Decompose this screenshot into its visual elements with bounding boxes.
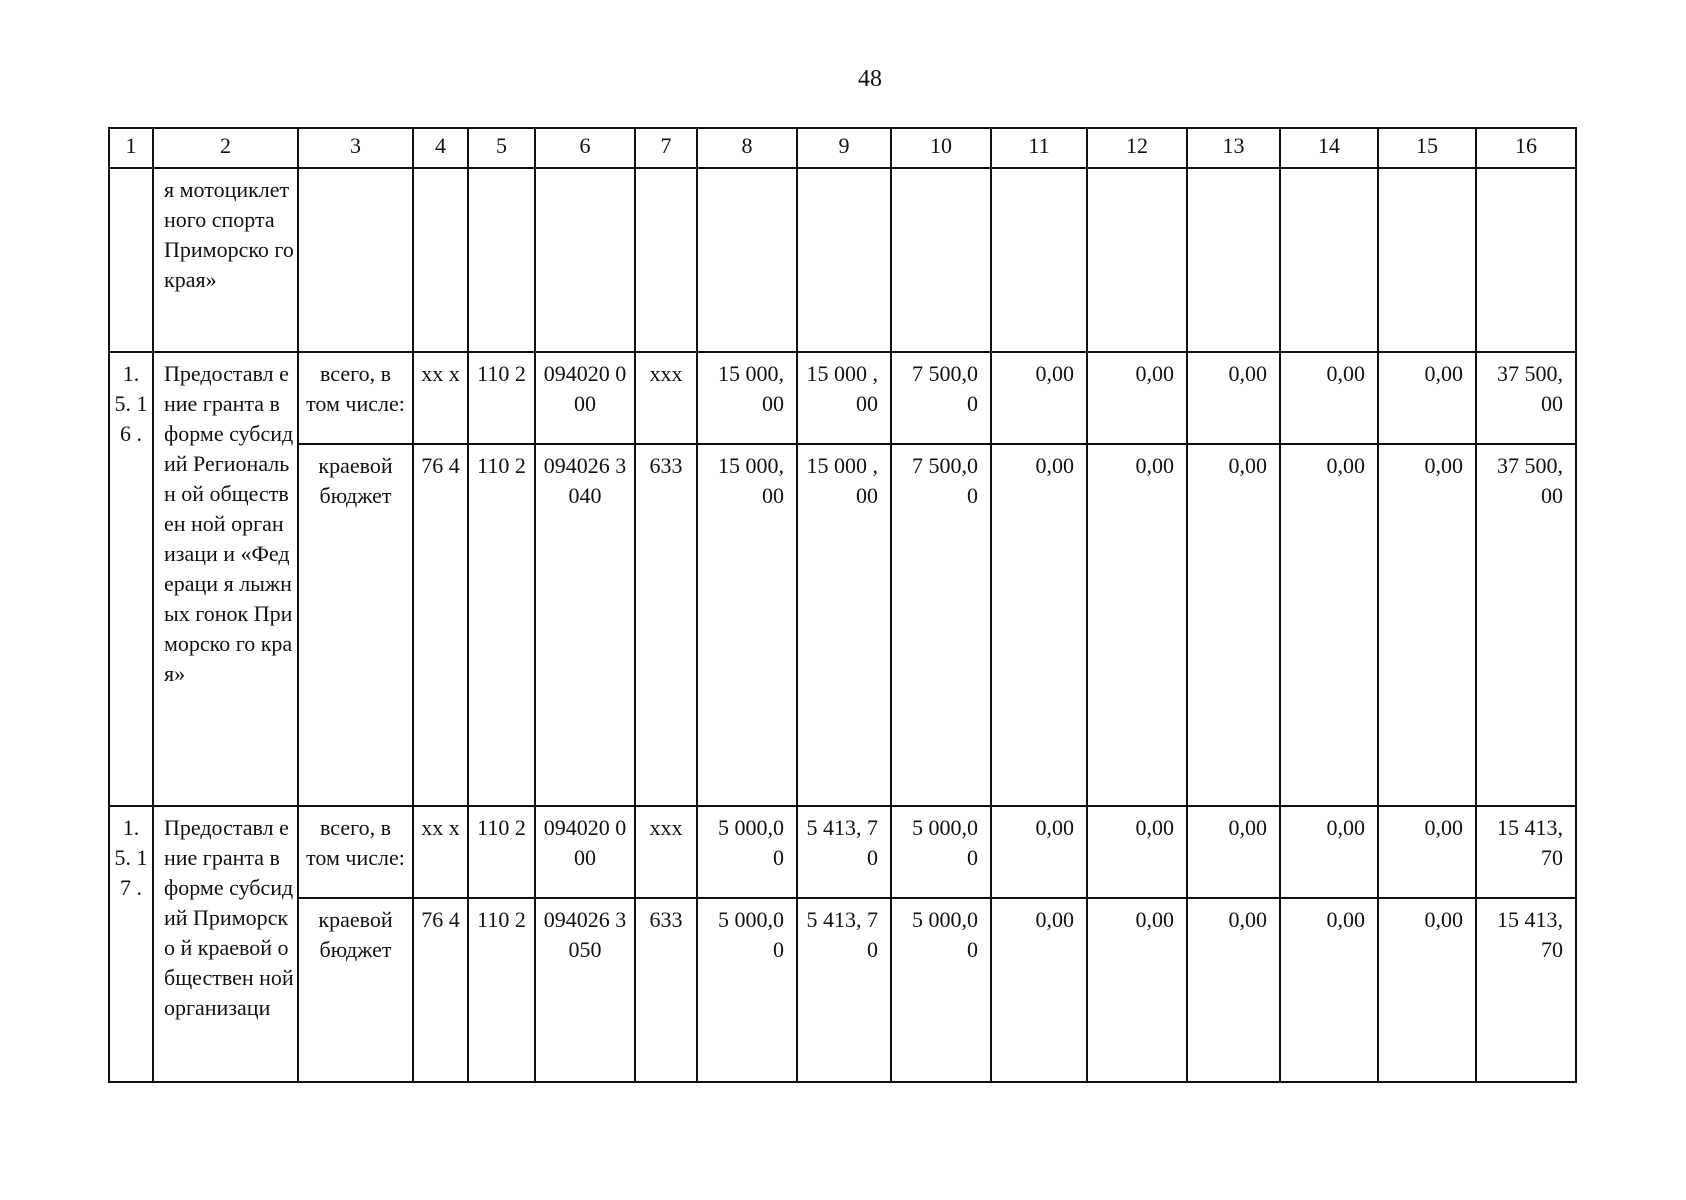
table-cell: хх х	[413, 352, 468, 444]
table-cell: 0,00	[1378, 352, 1476, 444]
table-cell: 0,00	[1378, 806, 1476, 898]
table-cell: 0,00	[1087, 898, 1187, 1082]
table-cell: ххх	[635, 806, 697, 898]
table-cell: 0,00	[991, 352, 1087, 444]
header-cell: 1	[109, 128, 153, 168]
table-cell	[797, 168, 891, 352]
table-cell: 094026 3050	[535, 898, 635, 1082]
header-cell: 2	[153, 128, 298, 168]
header-cell: 13	[1187, 128, 1280, 168]
table-cell: 15 413, 70	[1476, 806, 1576, 898]
header-cell: 3	[298, 128, 413, 168]
table-cell: 0,00	[1280, 352, 1378, 444]
table-cell: 0,00	[1280, 806, 1378, 898]
table-cell: 5 000,0 0	[891, 898, 991, 1082]
table-cell: 0,00	[1378, 898, 1476, 1082]
table-cell: 0,00	[1187, 352, 1280, 444]
table-cell: 094026 3040	[535, 444, 635, 806]
header-cell: 16	[1476, 128, 1576, 168]
table-cell: 0,00	[1280, 898, 1378, 1082]
table-cell	[1280, 168, 1378, 352]
table-cell	[109, 168, 153, 352]
table-cell	[991, 168, 1087, 352]
header-cell: 10	[891, 128, 991, 168]
table-row	[109, 444, 1576, 806]
table-cell	[1187, 168, 1280, 352]
table-cell	[1476, 168, 1576, 352]
header-cell: 15	[1378, 128, 1476, 168]
table-cell: ххх	[635, 352, 697, 444]
item-name: я мотоциклет ного спорта Приморско го края»	[153, 168, 298, 352]
table-cell	[697, 168, 797, 352]
table-cell: 5 413, 70	[797, 806, 891, 898]
table-cell: 110 2	[468, 444, 535, 806]
table-cell: 0,00	[1378, 444, 1476, 806]
table-cell: 15 000 ,00	[797, 444, 891, 806]
table-cell: 0,00	[1187, 806, 1280, 898]
table-row	[109, 806, 1576, 898]
table-row	[109, 898, 1576, 1082]
table-cell: 5 000,0 0	[697, 806, 797, 898]
table-cell: 110 2	[468, 898, 535, 1082]
table-cell: 76 4	[413, 444, 468, 806]
table-cell: 37 500, 00	[1476, 444, 1576, 806]
table-cell: 0,00	[1087, 352, 1187, 444]
table-cell: 0,00	[991, 898, 1087, 1082]
table-cell	[468, 168, 535, 352]
table-cell	[535, 168, 635, 352]
funding-source: краевой бюджет	[298, 898, 413, 1082]
table-cell: 7 500,0 0	[891, 352, 991, 444]
funding-source: всего, в том числе:	[298, 806, 413, 898]
header-cell: 6	[535, 128, 635, 168]
table-cell	[413, 168, 468, 352]
table-cell: 76 4	[413, 898, 468, 1082]
table-cell	[635, 168, 697, 352]
table-cell	[298, 168, 413, 352]
item-name: Предоставл ение гранта в форме субсидий Приморско й краевой обществен ной организаци	[153, 806, 298, 1082]
table-cell: 37 500, 00	[1476, 352, 1576, 444]
header-cell: 8	[697, 128, 797, 168]
header-cell: 5	[468, 128, 535, 168]
table-cell: 094020 000	[535, 352, 635, 444]
table-cell: 110 2	[468, 352, 535, 444]
continuation-row	[109, 168, 1576, 352]
header-cell: 9	[797, 128, 891, 168]
budget-table	[108, 127, 1577, 1083]
funding-source: краевой бюджет	[298, 444, 413, 806]
table-cell: 0,00	[991, 806, 1087, 898]
header-cell: 11	[991, 128, 1087, 168]
table-cell	[1087, 168, 1187, 352]
table-cell: 633	[635, 444, 697, 806]
header-row	[109, 128, 1576, 168]
page-number: 48	[858, 66, 882, 92]
table-cell: 5 000,0 0	[697, 898, 797, 1082]
table-cell: 15 000, 00	[697, 352, 797, 444]
table-cell: 110 2	[468, 806, 535, 898]
table-cell: 094020 000	[535, 806, 635, 898]
table-cell: 0,00	[991, 444, 1087, 806]
table-row	[109, 352, 1576, 444]
header-cell: 12	[1087, 128, 1187, 168]
header-cell: 14	[1280, 128, 1378, 168]
table-cell	[891, 168, 991, 352]
table-cell: 15 413, 70	[1476, 898, 1576, 1082]
table-cell	[1378, 168, 1476, 352]
table-cell: 5 413, 70	[797, 898, 891, 1082]
table-cell: 15 000, 00	[697, 444, 797, 806]
table-cell: 0,00	[1280, 444, 1378, 806]
funding-source: всего, в том числе:	[298, 352, 413, 444]
table-cell: 7 500,0 0	[891, 444, 991, 806]
table-cell: хх х	[413, 806, 468, 898]
table-cell: 0,00	[1087, 444, 1187, 806]
table-cell: 0,00	[1187, 444, 1280, 806]
table-cell: 15 000 ,00	[797, 352, 891, 444]
table-cell: 0,00	[1087, 806, 1187, 898]
item-number: 1. 5. 16 .	[109, 352, 153, 806]
table-cell: 5 000,0 0	[891, 806, 991, 898]
header-cell: 7	[635, 128, 697, 168]
table-cell: 633	[635, 898, 697, 1082]
item-name: Предоставл ение гранта в форме субсидий Региональн ой обществен ной организаци и «Федераци я лыжных гонок Приморско го края»	[153, 352, 298, 806]
header-cell: 4	[413, 128, 468, 168]
item-number: 1. 5. 17 .	[109, 806, 153, 1082]
table-cell: 0,00	[1187, 898, 1280, 1082]
